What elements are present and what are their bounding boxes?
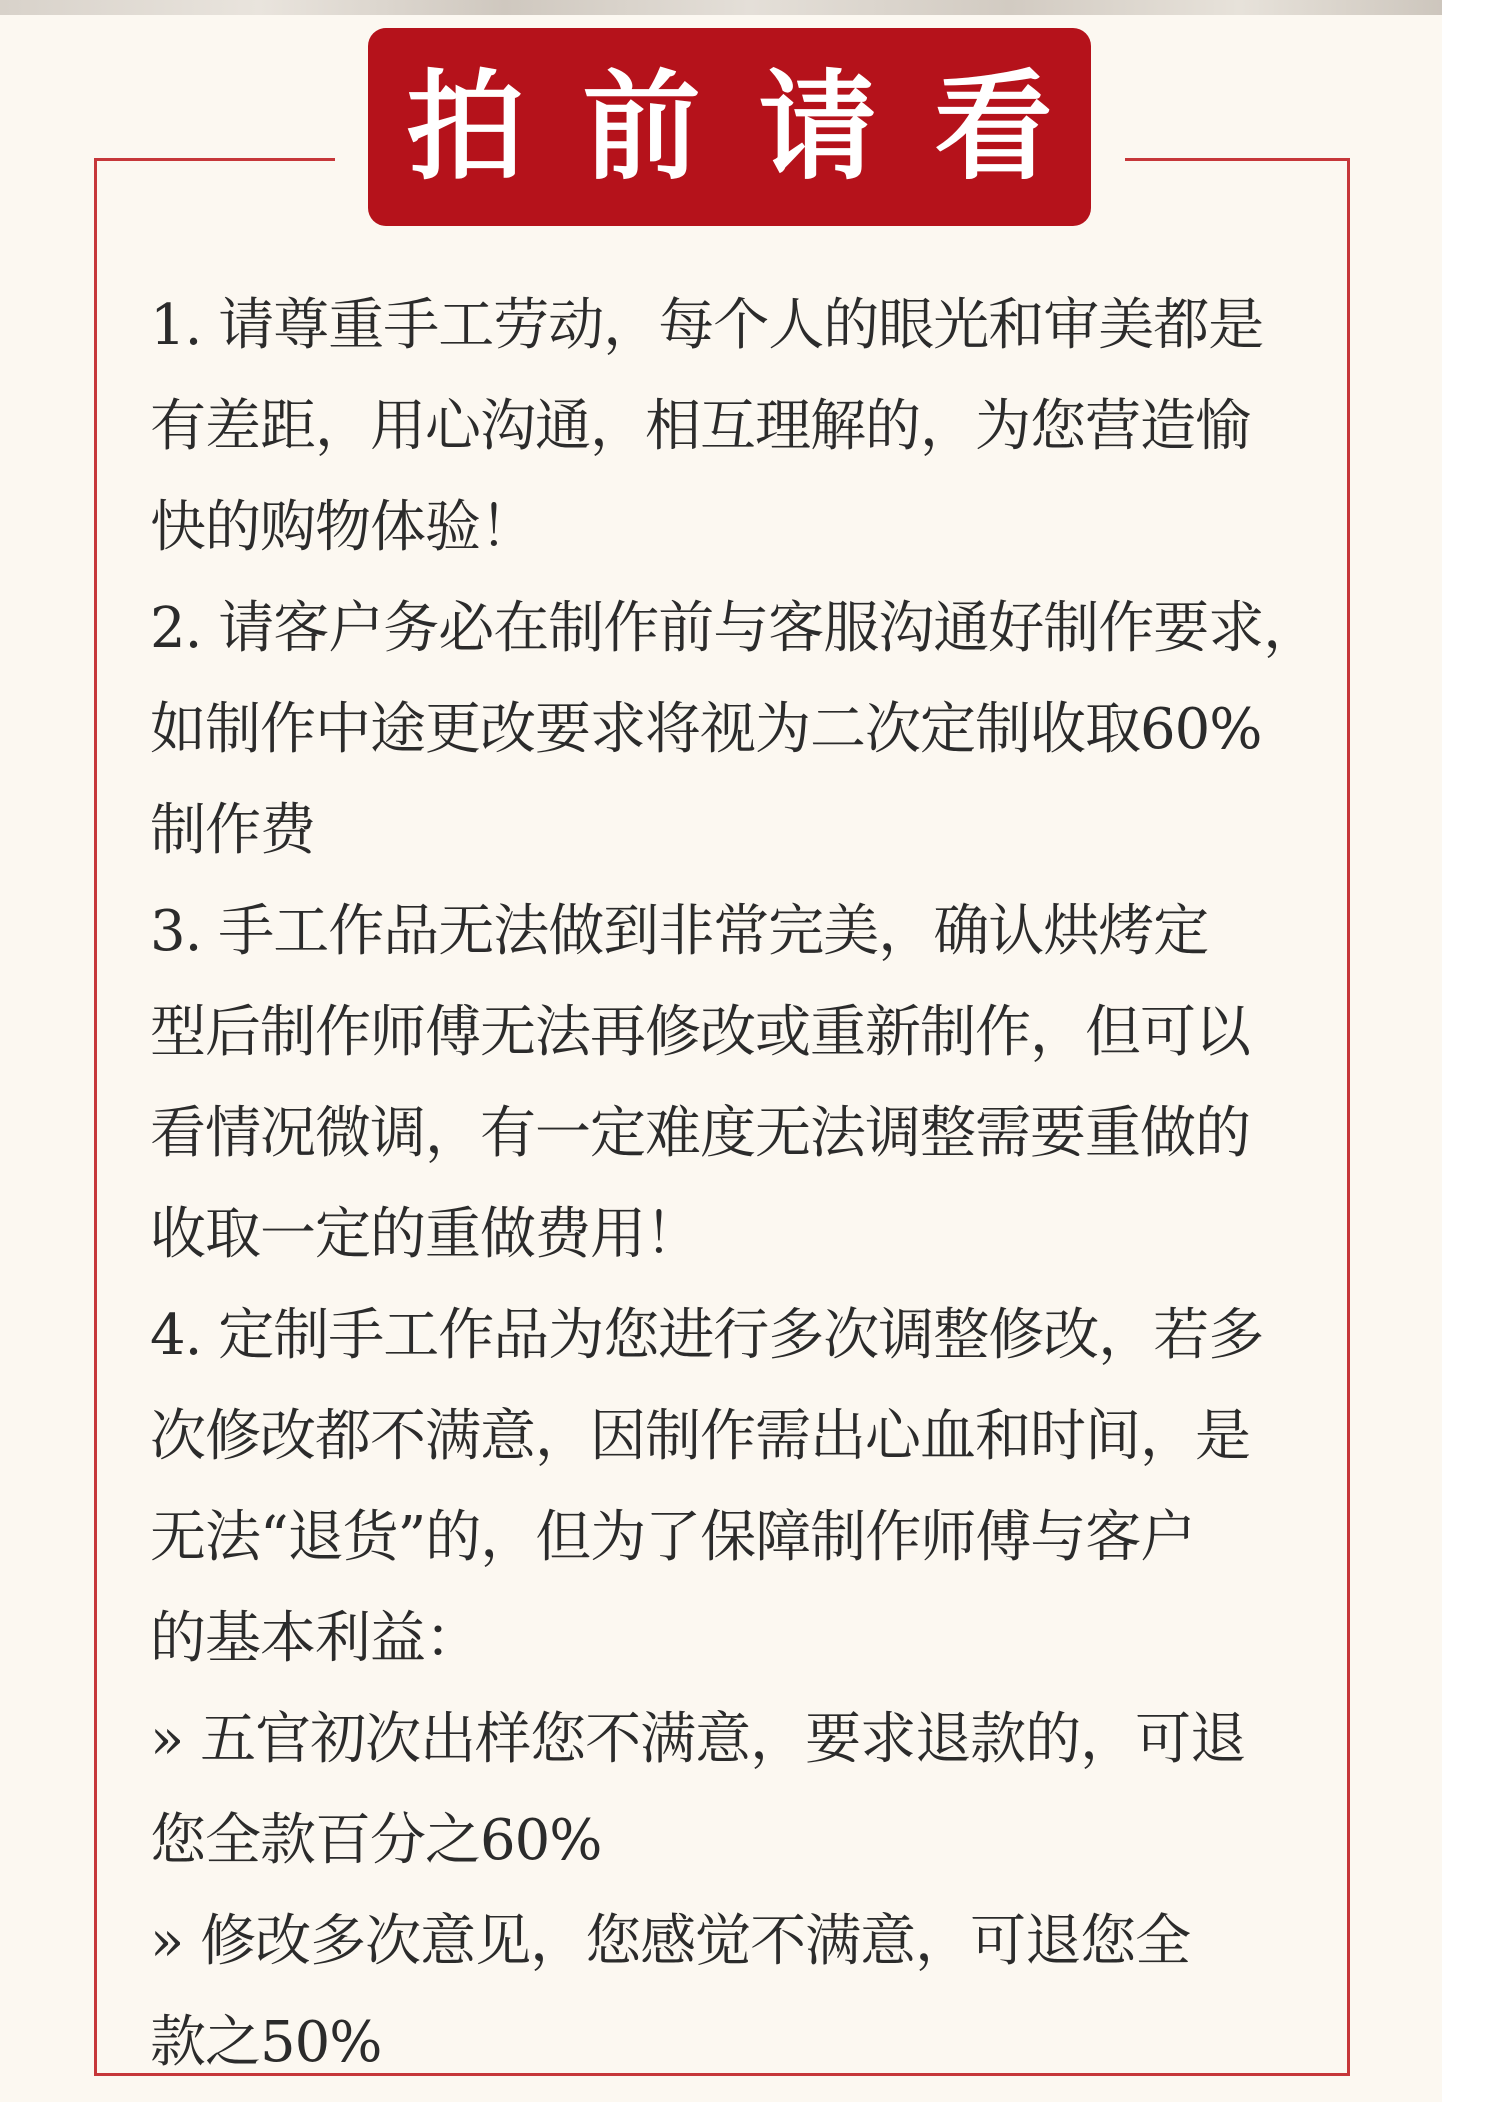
notice-line: » 五官初次出样您不满意，要求退款的，可退 — [150, 1707, 1246, 1772]
notice-line: 制作费 — [150, 798, 315, 863]
page-title: 拍前请看 — [406, 58, 1111, 196]
notice-line: 次修改都不满意，因制作需出心血和时间，是 — [150, 1404, 1250, 1469]
notice-line: 快的购物体验！ — [150, 495, 535, 560]
notice-line: 的基本利益： — [150, 1606, 480, 1671]
notice-line: 2. 请客户务必在制作前与客服沟通好制作要求， — [150, 596, 1319, 661]
notice-line: 有差距，用心沟通，相互理解的，为您营造愉 — [150, 394, 1250, 459]
notice-line: 3. 手工作品无法做到非常完美，确认烘烤定 — [150, 899, 1209, 964]
title-banner — [368, 28, 1111, 226]
notice-line: 收取一定的重做费用！ — [150, 1202, 700, 1267]
notice-line: 看情况微调，有一定难度无法调整需要重做的 — [150, 1101, 1250, 1166]
notice-line: 如制作中途更改要求将视为二次定制收取60% — [150, 697, 1262, 762]
notice-content — [150, 275, 1340, 2093]
notice-line: » 修改多次意见，您感觉不满意，可退您全 — [150, 1909, 1191, 1974]
notice-line: 4. 定制手工作品为您进行多次调整修改，若多 — [150, 1303, 1264, 1368]
top-photo-strip — [0, 0, 1442, 15]
notice-line: 型后制作师傅无法再修改或重新制作，但可以 — [150, 1000, 1250, 1065]
notice-line: 无法“退货”的，但为了保障制作师傅与客户 — [150, 1505, 1196, 1570]
notice-line: 款之50% — [150, 2010, 382, 2075]
notice-line: 1. 请尊重手工劳动，每个人的眼光和审美都是 — [150, 293, 1264, 358]
notice-line: 您全款百分之60% — [150, 1808, 602, 1873]
